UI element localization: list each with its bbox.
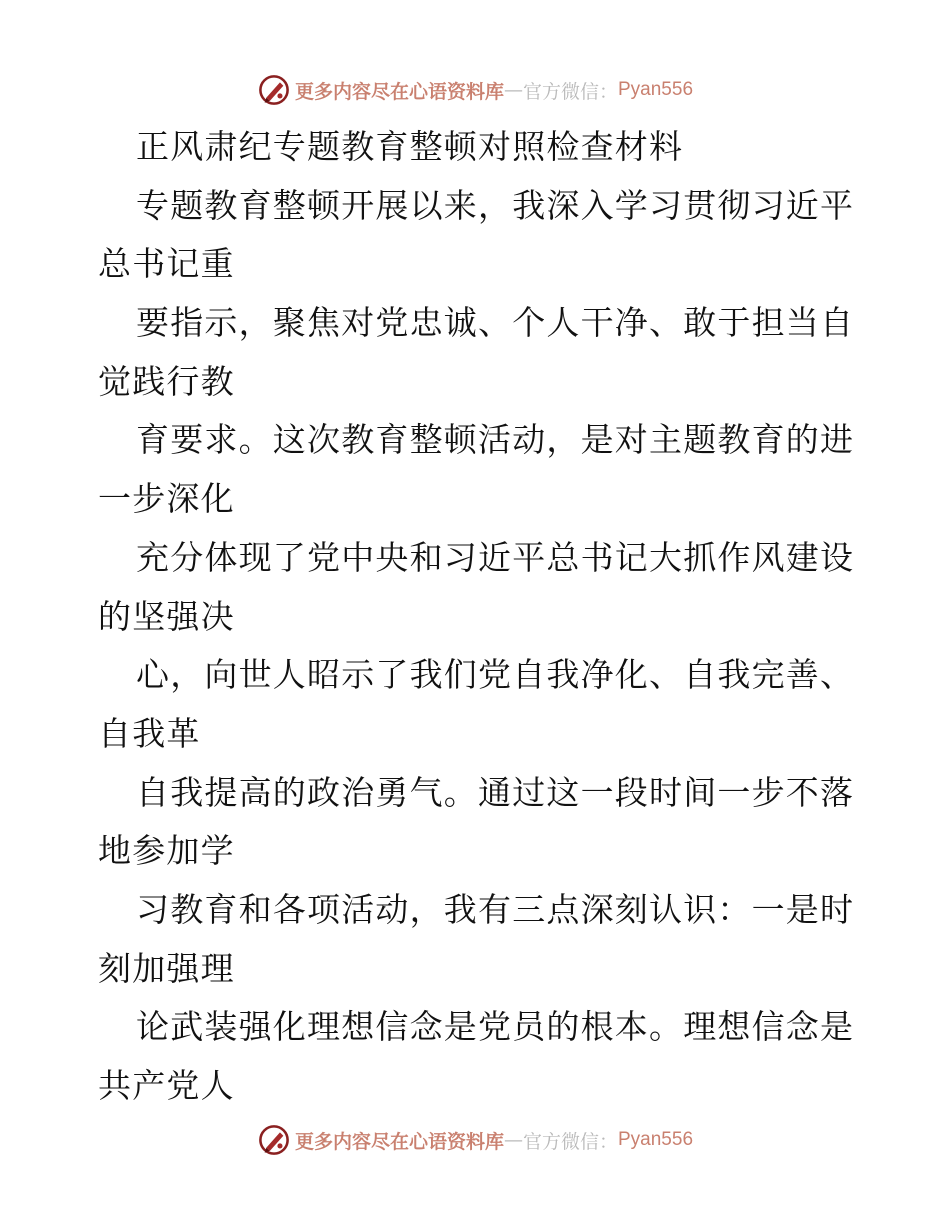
banner-title: 更多内容尽在心语资料库 bbox=[294, 1130, 504, 1153]
paragraph-line: 地参加学 bbox=[98, 831, 235, 871]
paragraph-line: 一步深化 bbox=[98, 479, 235, 519]
paragraph-line: 习教育和各项活动，我有三点深刻认识：一是时 bbox=[136, 889, 855, 929]
document-body bbox=[98, 118, 858, 1116]
banner-separator: — bbox=[503, 1129, 523, 1151]
paragraph-line: 充分体现了党中央和习近平总书记大抓作风建设 bbox=[136, 537, 855, 577]
paragraph-line: 论武装强化理想信念是党员的根本。理想信念是 bbox=[136, 1007, 855, 1047]
banner-separator: — bbox=[503, 79, 523, 101]
paragraph-line: 心，向世人昭示了我们党自我净化、自我完善、 bbox=[136, 655, 855, 695]
banner-wechat-id: Pyan556 bbox=[618, 79, 694, 100]
paragraph-line: 育要求。这次教育整顿活动，是对主题教育的进 bbox=[136, 420, 855, 460]
banner-wechat-id: Pyan556 bbox=[618, 1129, 694, 1150]
footer-banner bbox=[0, 1120, 950, 1160]
banner-wechat-label: 官方微信： bbox=[522, 80, 618, 103]
paragraph-line: 自我革 bbox=[98, 713, 201, 753]
paragraph-line: 共产党人 bbox=[98, 1066, 235, 1105]
paragraph-line: 要指示，聚焦对党忠诚、个人干净、敢于担当自 bbox=[136, 303, 855, 343]
pen-nib-logo-icon bbox=[257, 73, 291, 107]
paragraph-line: 的坚强决 bbox=[98, 596, 235, 636]
banner-title: 更多内容尽在心语资料库 bbox=[294, 80, 504, 103]
document-title: 正风肃纪专题教育整顿对照检查材料 bbox=[136, 127, 684, 166]
pen-nib-logo-icon bbox=[257, 1123, 291, 1157]
paragraph-line: 专题教育整顿开展以来，我深入学习贯彻习近平 bbox=[136, 185, 855, 225]
header-banner bbox=[0, 70, 950, 110]
paragraph-line: 总书记重 bbox=[98, 244, 235, 284]
paragraph-line: 自我提高的政治勇气。通过这一段时间一步不落 bbox=[136, 772, 855, 812]
paragraph-line: 觉践行教 bbox=[98, 361, 235, 401]
paragraph-line: 刻加强理 bbox=[98, 948, 235, 988]
banner-wechat-label: 官方微信： bbox=[522, 1130, 618, 1153]
